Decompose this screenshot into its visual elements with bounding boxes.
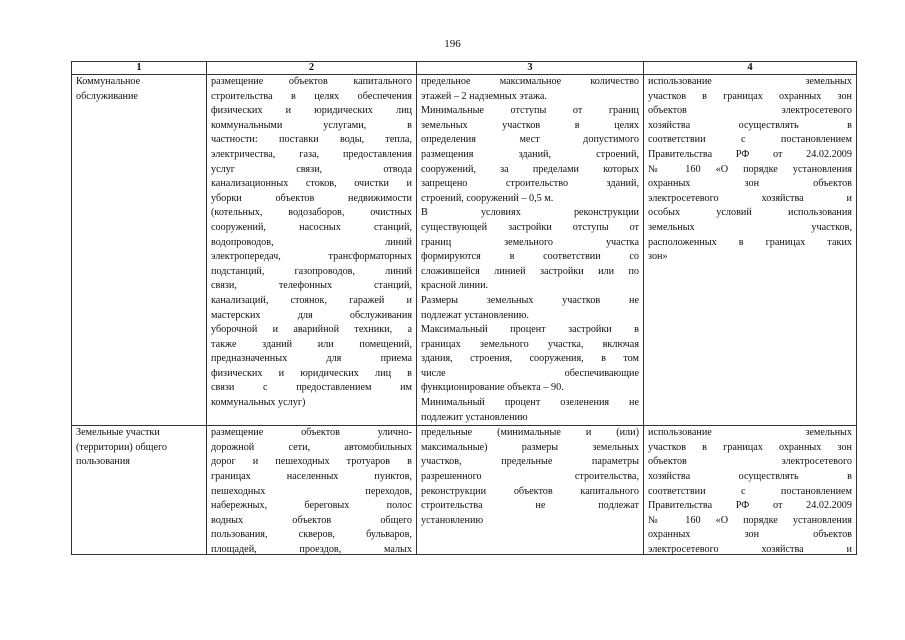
table-header-row — [72, 62, 857, 75]
cell-text-line: Минимальные отступы от границ — [421, 105, 639, 117]
cell-text-line: соответствии с постановлением — [648, 485, 852, 497]
cell-text-line: подстанций, газопроводов, линий — [211, 265, 412, 277]
cell-text-line: хозяйства осуществлять в — [648, 119, 852, 131]
cell-text-line: максимальные) размеры земельных — [421, 441, 639, 453]
cell-text-line: обслуживание — [76, 90, 138, 102]
cell-text-line: связи, телефонных станций, — [211, 280, 412, 292]
building-parameters-cell — [417, 426, 644, 555]
cell-text-line: запрещено строительство зданий, — [421, 178, 639, 190]
cell-text-line: мастерских для обслуживания — [211, 309, 412, 321]
cell-text-line: строений, сооружений – 0,5 м. — [421, 192, 554, 204]
cell-text-line: границ земельного участка — [421, 236, 639, 248]
cell-text-line: (котельных, водозаборов, очистных — [211, 207, 412, 219]
cell-text-line: числе обеспечивающие — [421, 367, 639, 379]
cell-text-line: уборки объектов недвижимости — [211, 192, 412, 204]
cell-text-line: границах земельного участка, включая — [421, 338, 639, 350]
cell-text-line: подлежит установлению — [421, 411, 528, 423]
text-lines — [211, 75, 412, 411]
cell-text-line: объектов электросетевого — [648, 105, 852, 117]
cell-text-line: размещение объектов капитального — [211, 76, 412, 87]
restrictions-cell — [644, 426, 857, 555]
text-lines — [421, 75, 639, 425]
cell-text-line: связи с предоставлением им — [211, 382, 412, 394]
cell-text-line: Максимальный процент застройки в — [421, 324, 639, 336]
cell-text-line: (территории) общего — [76, 441, 168, 453]
table-row — [72, 75, 857, 426]
cell-text-line: сложившейся линией застройки или по — [421, 265, 639, 277]
cell-text-line: Минимальный процент озеленения не — [421, 397, 639, 409]
text-lines — [648, 75, 852, 265]
cell-text-line: набережных, береговых полос — [211, 500, 412, 512]
cell-text-line: электросетевого хозяйства и — [648, 192, 852, 204]
cell-text-line: строительства не подлежат — [421, 500, 639, 512]
cell-text-line: № 160 «О порядке установления — [648, 163, 852, 175]
cell-text-line: подлежат установлению. — [421, 309, 529, 321]
text-lines — [648, 426, 852, 554]
cell-text-line: размещение объектов улично- — [211, 427, 412, 439]
cell-text-line: определения мест допустимого — [421, 134, 639, 146]
cell-text-line: здания, строения, сооружения, в том — [421, 353, 639, 365]
restrictions-cell — [644, 75, 857, 426]
cell-text-line: сооружений, за пределами которых — [421, 163, 639, 175]
cell-text-line: участков в границах охранных зон — [648, 90, 852, 102]
text-lines — [421, 426, 639, 554]
text-lines — [211, 426, 412, 554]
cell-text-line: реконструкции объектов капитального — [421, 485, 639, 497]
text-lines — [76, 75, 202, 104]
cell-text-line: использование земельных — [648, 76, 852, 87]
cell-text-line: участков в границах охранных зон — [648, 441, 852, 453]
cell-text-line: сооружений, насосных станций, — [211, 221, 412, 233]
cell-text-line: предельное максимальное количество — [421, 76, 639, 87]
cell-text-line: пользования — [76, 456, 130, 468]
permitted-use-description-cell — [207, 75, 417, 426]
cell-text-line: участков, предельные параметры — [421, 456, 639, 468]
cell-text-line: предназначенных для приема — [211, 353, 412, 365]
use-type-cell — [72, 426, 207, 555]
cell-text-line: коммунальных услуг) — [211, 397, 306, 409]
column-header-1: 1 — [72, 62, 207, 75]
cell-text-line: разрешенного строительства, — [421, 471, 639, 483]
cell-text-line: В условиях реконструкции — [421, 207, 639, 219]
cell-text-line: хозяйства осуществлять в — [648, 471, 852, 483]
cell-text-line: пользования, скверов, бульваров, — [211, 529, 412, 541]
cell-text-line: охранных зон объектов — [648, 178, 852, 190]
cell-text-line: водопроводов, линий — [211, 236, 412, 248]
cell-text-line: Правительства РФ от 24.02.2009 — [648, 500, 852, 512]
cell-text-line: существующей застройки отступы от — [421, 221, 639, 233]
cell-text-line: электричества, газа, предоставления — [211, 148, 412, 160]
cell-text-line: границах населенных пунктов, — [211, 471, 412, 483]
cell-text-line: земельных участков, — [648, 221, 852, 233]
cell-text-line: электропередач, трансформаторных — [211, 251, 412, 263]
cell-text-line: функционирование объекта – 90. — [421, 382, 564, 394]
cell-text-line: красной линии. — [421, 280, 489, 292]
cell-text-line: коммунальными услугами, в — [211, 119, 412, 131]
cell-text-line: особых условий использования — [648, 207, 852, 219]
cell-text-line: услуг связи, отвода — [211, 163, 412, 175]
cell-text-line: охранных зон объектов — [648, 529, 852, 541]
cell-text-line: также зданий или помещений, — [211, 338, 412, 350]
cell-text-line: пешеходных переходов, — [211, 485, 412, 497]
cell-text-line: объектов электросетевого — [648, 456, 852, 468]
cell-text-line: канализаций, стоянок, гаражей и — [211, 294, 412, 306]
cell-text-line: электросетевого хозяйства и — [648, 544, 852, 555]
cell-text-line: строительства в целях обеспечения — [211, 90, 412, 102]
cell-text-line: № 160 «О порядке установления — [648, 514, 852, 526]
cell-text-line: расположенных в границах таких — [648, 236, 852, 248]
cell-text-line: этажей – 2 надземных этажа. — [421, 90, 547, 102]
cell-text-line: частности: поставки воды, тепла, — [211, 134, 412, 146]
page-number: 196 — [444, 38, 461, 50]
cell-text-line: размещения зданий, строений, — [421, 148, 639, 160]
column-header-3: 3 — [417, 62, 644, 75]
cell-text-line: физических и юридических лиц в — [211, 367, 412, 379]
table-row — [72, 426, 857, 555]
cell-text-line: канализационных стоков, очистки и — [211, 178, 412, 190]
cell-text-line: водных объектов общего — [211, 514, 412, 526]
column-header-4: 4 — [644, 62, 857, 75]
cell-text-line: Размеры земельных участков не — [421, 294, 639, 306]
cell-text-line: Коммунальное — [76, 76, 141, 87]
cell-text-line: предельные (минимальные и (или) — [421, 427, 639, 439]
text-lines — [76, 426, 202, 554]
cell-text-line: площадей, проездов, малых — [211, 544, 412, 555]
cell-text-line: соответствии с постановлением — [648, 134, 852, 146]
cell-text-line: дорог и пешеходных тротуаров в — [211, 456, 412, 468]
cell-text-line: физических и юридических лиц — [211, 105, 412, 117]
cell-text-line: земельных участков в целях — [421, 119, 639, 131]
zoning-table — [71, 61, 857, 555]
use-type-cell — [72, 75, 207, 426]
permitted-use-description-cell — [207, 426, 417, 555]
cell-text-line: Земельные участки — [76, 427, 160, 439]
cell-text-line: формируются в соответствии со — [421, 251, 639, 263]
cell-text-line: Правительства РФ от 24.02.2009 — [648, 148, 852, 160]
cell-text-line: зон» — [648, 251, 668, 263]
building-parameters-cell — [417, 75, 644, 426]
cell-text-line: дорожной сети, автомобильных — [211, 441, 412, 453]
cell-text-line: установлению — [421, 514, 484, 526]
cell-text-line: использование земельных — [648, 427, 852, 439]
column-header-2: 2 — [207, 62, 417, 75]
cell-text-line: уборочной и аварийной техники, а — [211, 324, 412, 336]
